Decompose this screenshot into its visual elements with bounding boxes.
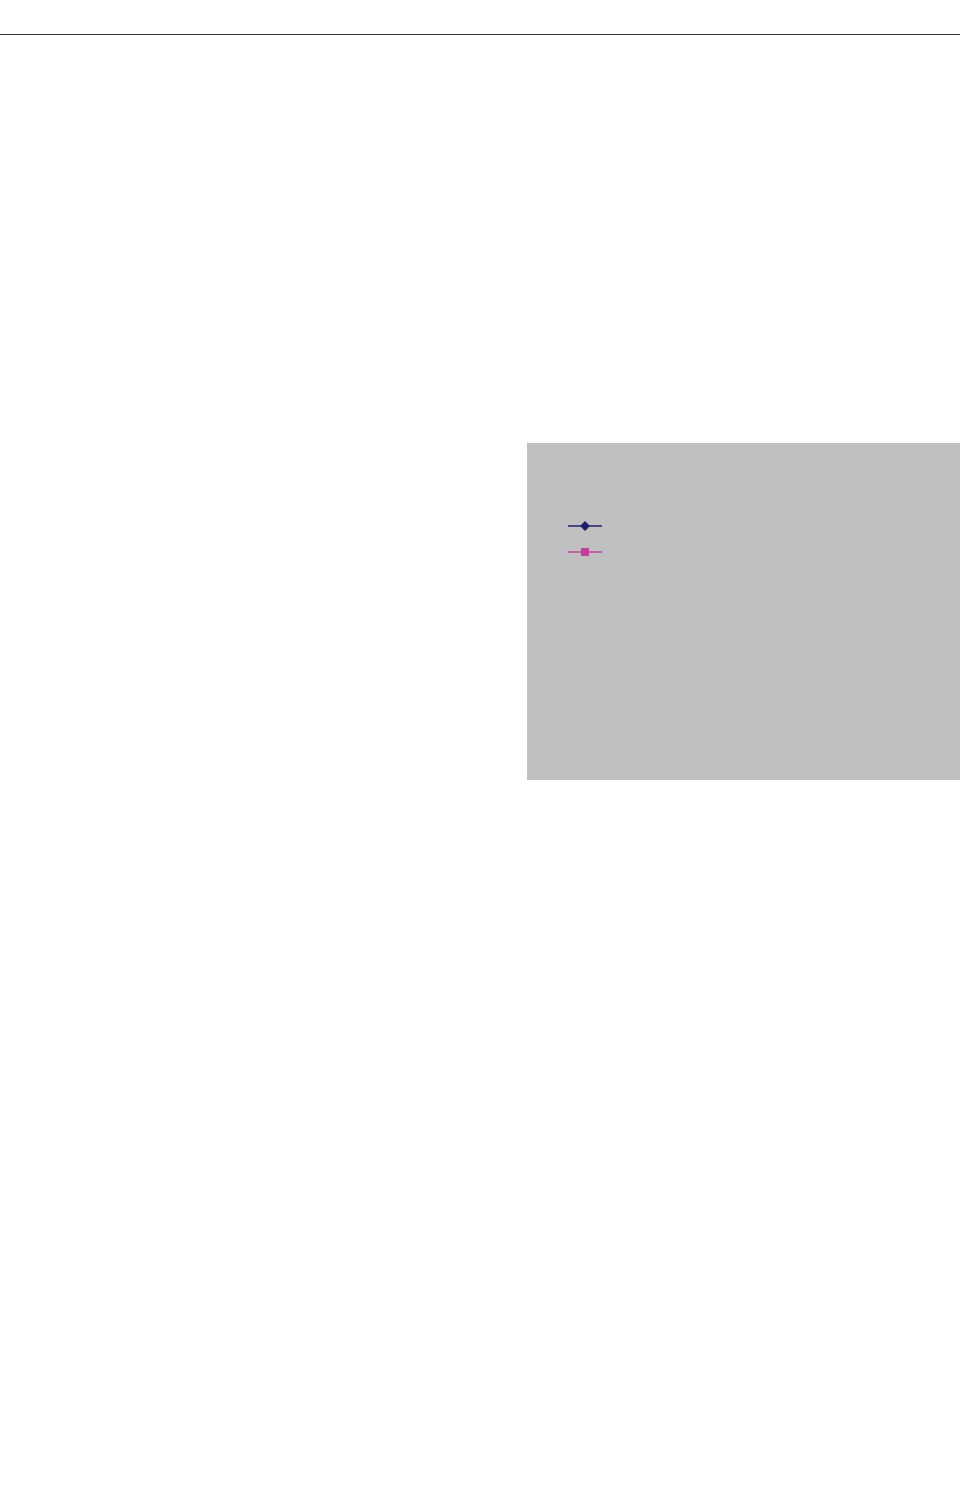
legend-marker-serie2 (581, 548, 589, 556)
bar-chart (160, 1135, 800, 1445)
polar-chart (0, 420, 440, 830)
cartesian-chart (455, 425, 960, 835)
plot-area (527, 443, 960, 780)
running-header (0, 0, 960, 35)
